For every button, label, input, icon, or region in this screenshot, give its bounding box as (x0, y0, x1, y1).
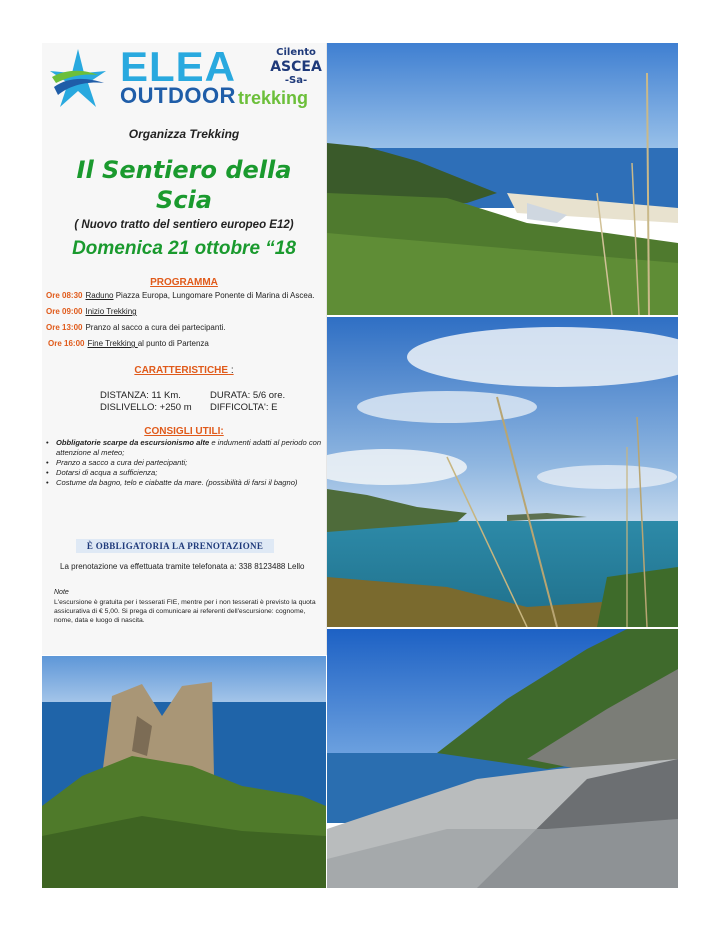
event-date: Domenica 21 ottobre “18 (72, 238, 296, 259)
logo-elea-text: ELEA (120, 43, 237, 90)
program-time: Ore 16:00 (48, 339, 85, 348)
list-item (46, 438, 322, 458)
caratteristiche-heading (42, 365, 326, 376)
dislivello-value: DISLIVELLO: +250 m (100, 402, 192, 413)
coast-hillside-photo (327, 43, 678, 315)
program-detail: al punto di Partenza (137, 339, 209, 348)
durata-value: DURATA: 5/6 ore. (210, 390, 286, 401)
event-title-line1: Il Sentiero della (76, 156, 292, 184)
star-logo-icon (48, 47, 108, 109)
pebble-beach-photo (327, 629, 678, 888)
program-label: Inizio Trekking (85, 307, 137, 316)
program-item (46, 307, 137, 316)
program-item (46, 323, 226, 332)
consiglio-bold: Obbligatorie scarpe da escursionismo alte (56, 438, 210, 447)
program-item (46, 291, 315, 300)
sea-sky-grass-photo (327, 317, 678, 627)
ruined-tower-photo (42, 656, 326, 888)
ascea-text: ASCEA (270, 59, 322, 75)
event-title-line2: Scia (156, 186, 212, 214)
cilento-text: Cilento (276, 47, 316, 58)
list-item: • Pranzo a sacco a cura dei partecipanti; (46, 458, 322, 468)
elea-outdoor-logo (46, 45, 322, 113)
difficolta-value: DIFFICOLTA': E (210, 402, 278, 413)
program-time: Ore 09:00 (46, 307, 83, 316)
program-label: Raduno (85, 291, 114, 300)
event-subtitle: ( Nuovo tratto del sentiero europeo E12) (74, 219, 294, 231)
distanza-value: DISTANZA: 11 Km. (100, 390, 181, 401)
prenotazione-text: La prenotazione va effettuata tramite telefonata a: 338 8123488 Lello (60, 562, 305, 571)
flyer-text-panel (42, 43, 327, 655)
consigli-heading: CONSIGLI UTILI: (144, 426, 224, 437)
program-label: Fine Trekking (87, 339, 138, 348)
caratteristiche-colon: : (228, 365, 234, 376)
prenotazione-banner: È OBBLIGATORIA LA PRENOTAZIONE (76, 539, 274, 553)
organizer-line: Organizza Trekking (128, 127, 240, 141)
program-detail: Piazza Europa, Lungomare Ponente di Marina di Ascea. (113, 291, 315, 300)
programma-heading: PROGRAMMA (150, 277, 218, 288)
program-time: Ore 08:30 (46, 291, 83, 300)
cilento-ascea-logo (270, 47, 322, 87)
note-heading: Note (54, 589, 69, 596)
consiglio-text: e indumenti adatti al periodo con attenzione al meteo; (56, 438, 322, 457)
event-title (42, 155, 326, 215)
program-detail: Pranzo al sacco a cura dei partecipanti. (85, 323, 226, 332)
logo-outdoor-text: OUTDOOR (120, 83, 236, 108)
sa-text: -Sa- (284, 75, 308, 86)
list-item: • Costume da bagno, telo e ciabatte da mare. (possibilità di farsi il bagno) (46, 478, 322, 488)
note-text: L'escursione è gratuita per i tesserati FIE, mentre per i non tesserati è previsto la quota assicurativa di € 5,00. Si prega di comunicare ai referenti dell'escursione: cognome, nome, data e luogo di nascita. (54, 599, 316, 624)
logo-trekking-text: trekking (238, 88, 309, 108)
list-item: • Dotarsi di acqua a sufficienza; (46, 468, 322, 478)
program-time: Ore 13:00 (46, 323, 83, 332)
caratteristiche-label: CARATTERISTICHE (134, 365, 229, 376)
consigli-list (46, 438, 322, 488)
program-item (48, 339, 209, 348)
